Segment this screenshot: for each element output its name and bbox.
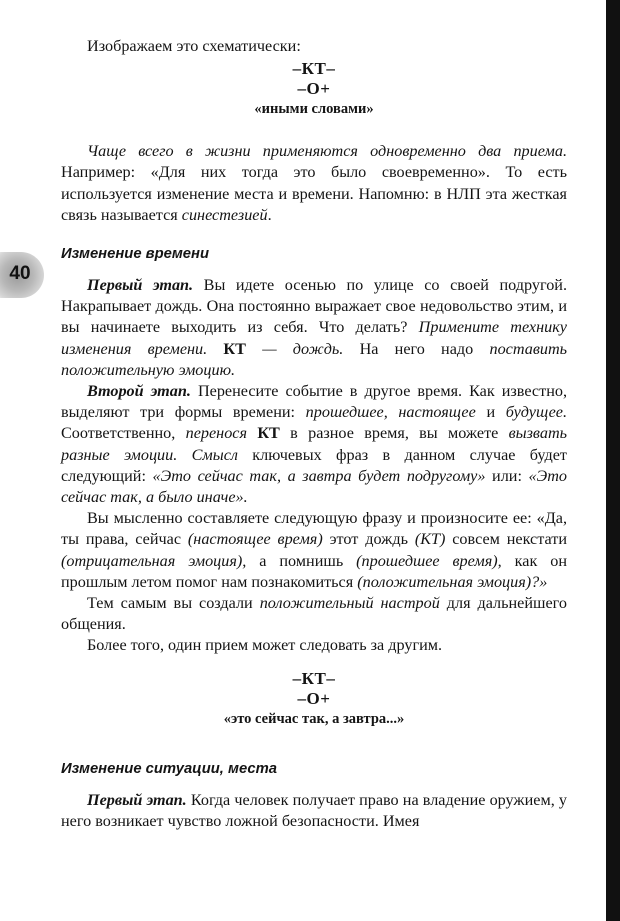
scheme-caption: «иными словами» xyxy=(254,101,374,118)
paragraph-more: Более того, один прием может следовать за другим. xyxy=(87,636,443,655)
scheme-one xyxy=(61,59,567,99)
scheme-caption: «это сейчас так, а завтра...» xyxy=(223,710,405,727)
page-content xyxy=(61,36,567,832)
scheme-line-kt: –КТ– xyxy=(292,59,336,79)
paragraph-result: Тем самым вы создали положительный настрой для дальнейшего общения. xyxy=(61,594,567,634)
page-edge-shadow xyxy=(606,0,620,921)
paragraph-simultaneous: Чаще всего в жизни применяются одновременно два приема. Например: «Для них тогда это было своевременно». То есть используется изменение места и времени. Напомню: в НЛП эта жесткая связь называется синестезией. xyxy=(61,142,567,224)
section-heading-time: Изменение времени xyxy=(61,246,210,263)
intro-line: Изображаем это схематически: xyxy=(87,37,301,55)
section-heading-place: Изменение ситуации, места xyxy=(61,760,277,777)
scheme-two xyxy=(61,669,567,709)
paragraph-phrase: Вы мысленно составляете следующую фразу и произносите ее: «Да, ты права, сейчас (настоящее время) этот дождь (КТ) совсем некстати (отрицательная эмоция), а помнишь (прошедшее время), как он прошлым летом помог нам познакомиться (положительная эмоция)?» xyxy=(61,509,568,591)
scheme-line-o: –О+ xyxy=(297,79,331,99)
paragraph-stage-one: Первый этап. Вы идете осенью по улице со своей подругой. Накрапывает дождь. Она постоянно выражает свое недовольство этим, и вы начинаете выходить из себя. Что делать? Примените технику изменения времени. КТ — дождь. На него надо поставить положительную эмоцию. xyxy=(61,276,567,379)
paragraph-stage-two: Второй этап. Перенесите событие в другое время. Как известно, выделяют три формы времени: прошедшее, настоящее и будущее. Соответственно, перенося КТ в разное время, вы можете вызвать разные эмоции. Смысл ключевых фраз в данном случае будет следующий: «Это сейчас так, а завтра будет подругому» или: «Это сейчас так, а было иначе». xyxy=(61,382,568,507)
scheme-line-o: –О+ xyxy=(297,688,331,708)
paragraph-stage-one-place: Первый этап. Когда человек получает право на владение оружием, у него возникает чувство ложной безопасности. Имея xyxy=(61,790,567,830)
scheme-line-kt: –КТ– xyxy=(292,668,336,688)
page-number: 40 xyxy=(9,263,31,284)
